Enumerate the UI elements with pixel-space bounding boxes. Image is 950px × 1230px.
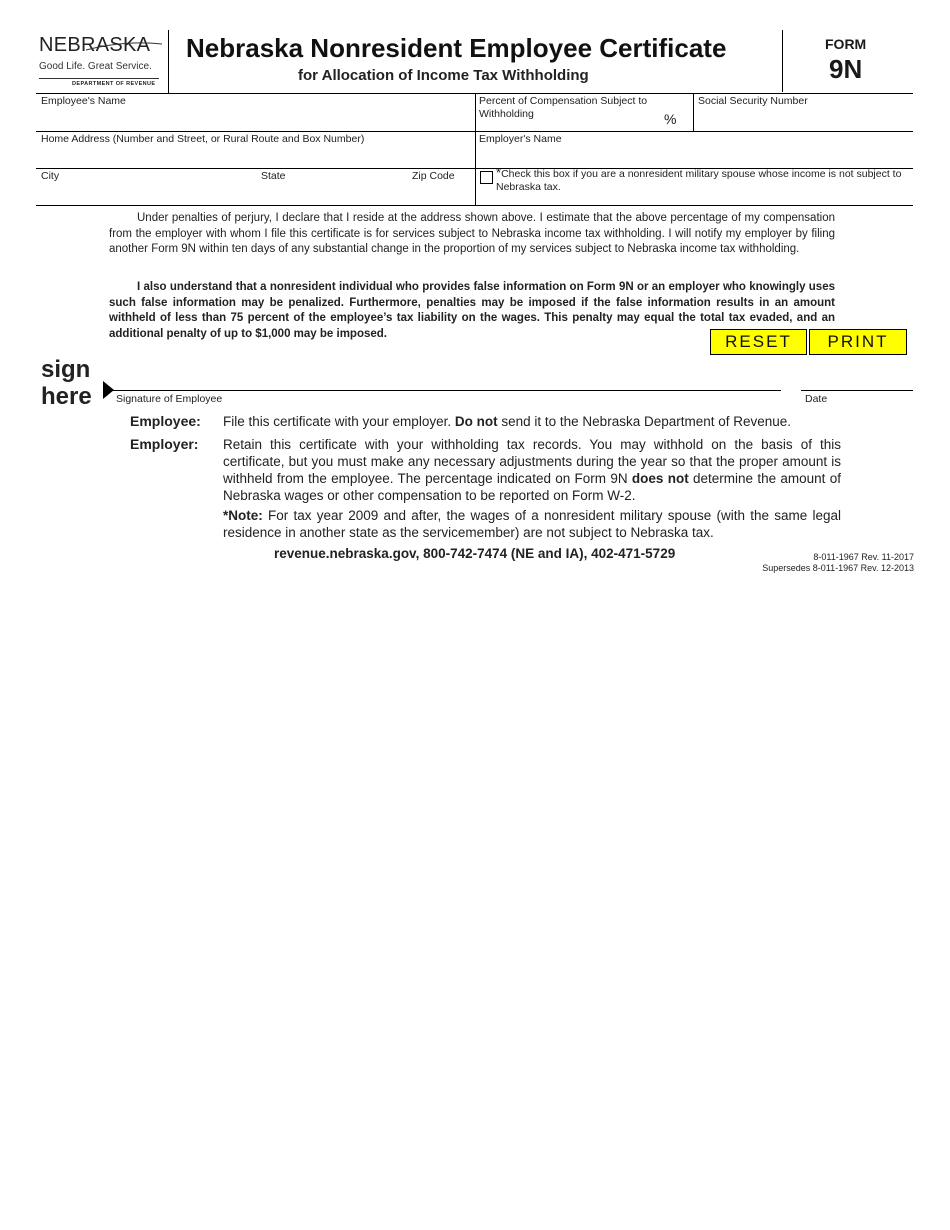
print-button[interactable]: PRINT: [809, 329, 907, 355]
employer-name-field[interactable]: Employer's Name: [479, 133, 562, 145]
city-field[interactable]: City: [41, 170, 60, 182]
checkbox-text: Check this box if you are a nonresident military spouse whose income is not subject to Nebraska tax.: [496, 168, 902, 193]
asterisk: *: [496, 165, 502, 180]
sign-here-label: [41, 356, 92, 410]
revision-number: 8-011-1967 Rev. 11-2017: [813, 552, 914, 562]
employee-instruction-heading: Employee:: [130, 413, 201, 429]
logo-name: NEBRASKA: [39, 34, 151, 56]
employer-instruction-heading: Employer:: [130, 436, 199, 452]
military-spouse-note: [223, 507, 841, 541]
supersedes-note: Supersedes 8-011-1967 Rev. 12-2013: [762, 563, 914, 573]
note-heading: *Note:: [223, 508, 263, 523]
logo-tagline: Good Life. Great Service.: [39, 61, 152, 72]
perjury-declaration: Under penalties of perjury, I declare that I reside at the address shown above. I estimate that the above percentage of my compensation from the employer with whom I file this certificate is for services subject to Nebraska income tax withholding. I will notify my employer by filing another Form 9N within ten days of any substantial change in the proportion of my services subject to Nebraska income tax withholding.: [109, 212, 835, 255]
date-label: Date: [805, 393, 828, 405]
form-subtitle: for Allocation of Income Tax Withholding: [298, 67, 589, 84]
employee-instruction: [223, 413, 841, 430]
signature-label: Signature of Employee: [116, 393, 223, 405]
percent-withholding-field[interactable]: Percent of Compensation Subject to Withholding: [479, 95, 648, 120]
form-id-box: [782, 30, 914, 92]
percent-symbol: %: [664, 111, 677, 127]
here-word: here: [41, 383, 92, 410]
nebraska-logo: [36, 30, 169, 94]
employee-instruction-emphasis: Do not: [454, 414, 498, 429]
home-address-field[interactable]: Home Address (Number and Street, or Rural Route and Box Number): [41, 133, 365, 145]
military-spouse-label: [496, 167, 911, 193]
grid-line: [475, 93, 476, 205]
signature-line[interactable]: [113, 390, 781, 391]
penalty-statement: I also understand that a nonresident individual who provides false information on Form 9N or an employer who knowingly uses such false information may be penalized. Furthermore, penalties may be imposed if the false information results in an amount withheld of less than 75 percent of the employee’s tax liability on the wages. This penalty may equal the total tax evaded, and an additional penalty of up to $1,000 may be imposed.: [109, 281, 835, 340]
form-number: 9N: [829, 54, 863, 84]
form-header: [36, 30, 913, 94]
employee-name-field[interactable]: Employee's Name: [41, 95, 126, 107]
logo-swoosh-icon: [84, 36, 164, 54]
note-text: For tax year 2009 and after, the wages of a nonresident military spouse (with the same legal residence in another state as the servicemember) are not subject to Nebraska tax.: [223, 508, 841, 540]
employer-instruction-emphasis: does not: [631, 471, 689, 486]
employee-instruction-text: File this certificate with your employer.: [223, 414, 452, 429]
employee-instruction-text: send it to the Nebraska Department of Revenue.: [501, 414, 792, 429]
logo-department: DEPARTMENT OF REVENUE: [72, 81, 156, 87]
date-line[interactable]: [801, 390, 913, 391]
form-title: Nebraska Nonresident Employee Certificate: [186, 33, 727, 63]
state-field[interactable]: State: [261, 170, 286, 182]
employer-instruction-text: Retain this certificate with your withholding tax records. You may withhold on the basis of this certificate, but you must make any necessary adjustments during the year so that the proper amount is withheld from the employee. The percentage indicated on Form 9N: [223, 437, 841, 486]
employer-instruction: [223, 436, 841, 504]
employer-instruction-text: determine the amount of Nebraska wages or other compensation to be reported on Form W-2.: [223, 471, 841, 503]
grid-line: [36, 205, 913, 206]
grid-line: [693, 93, 694, 131]
ssn-field[interactable]: Social Security Number: [698, 95, 808, 107]
form-label: FORM: [825, 36, 867, 52]
military-spouse-checkbox[interactable]: [480, 171, 493, 184]
reset-button[interactable]: RESET: [710, 329, 807, 355]
contact-info: revenue.nebraska.gov, 800-742-7474 (NE and IA), 402-471-5729: [274, 546, 676, 561]
zip-code-field[interactable]: Zip Code: [412, 170, 455, 182]
sign-word: sign: [41, 356, 91, 383]
logo-divider: [39, 78, 159, 79]
